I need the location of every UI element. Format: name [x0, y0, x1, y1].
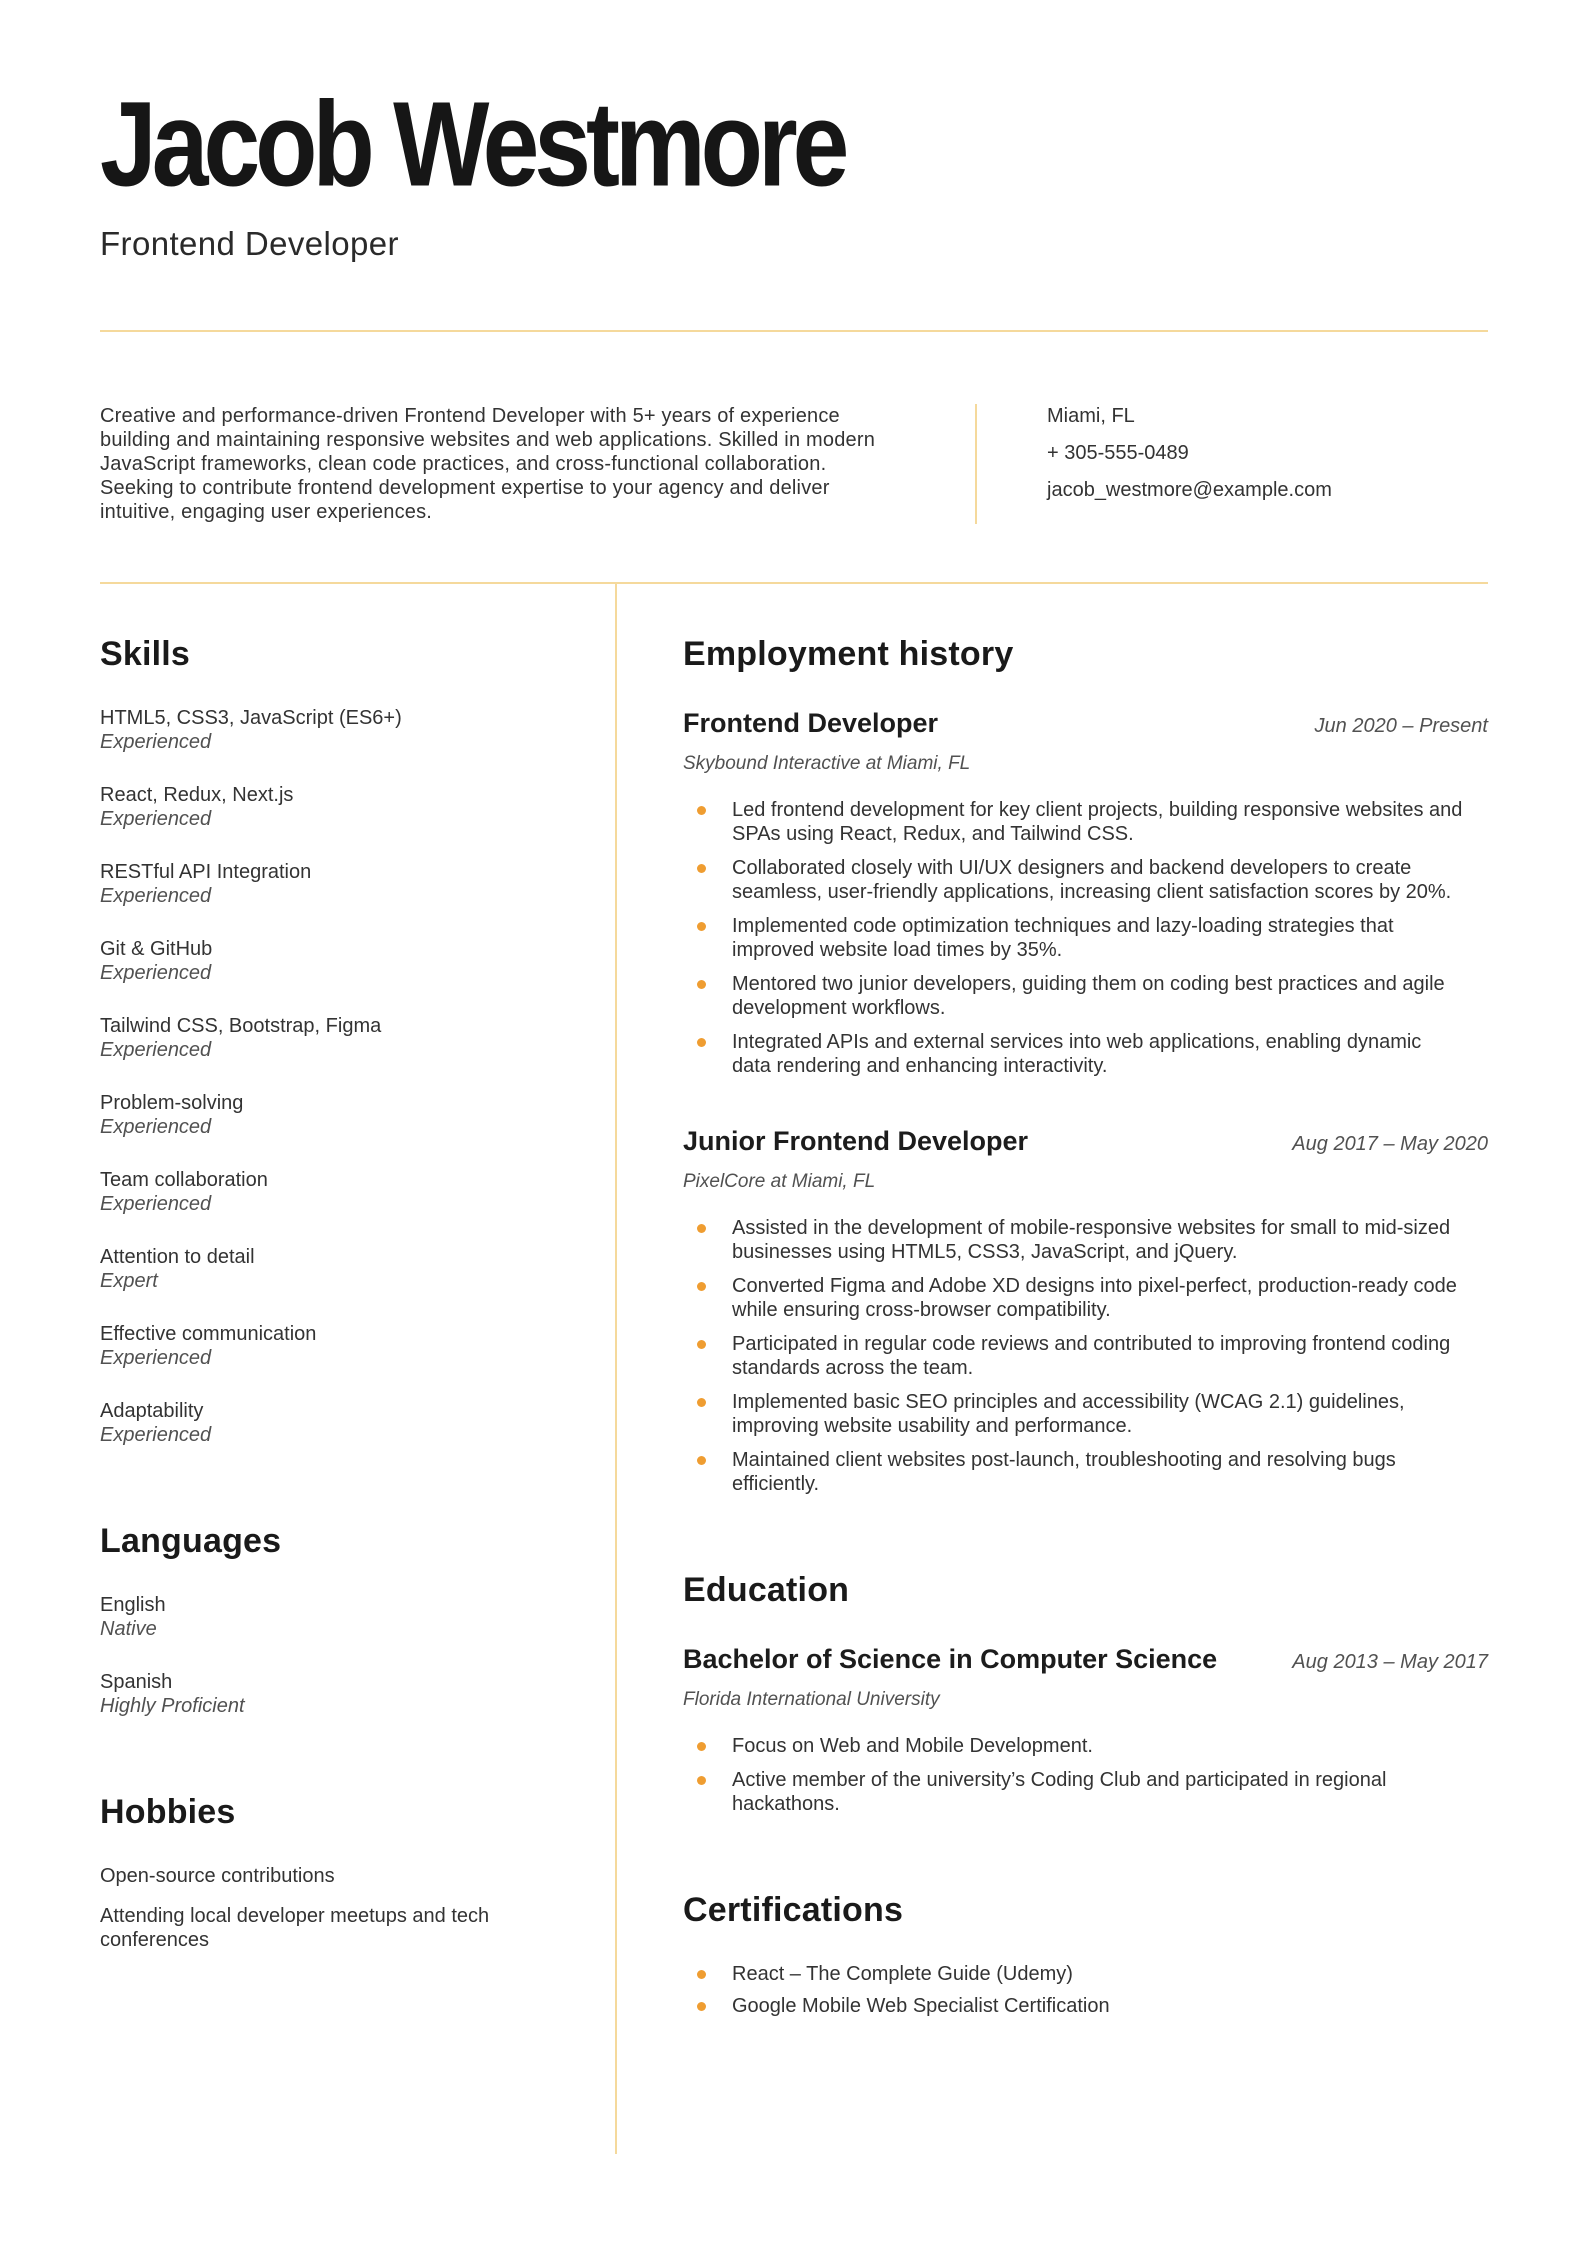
skill-level: Native: [100, 1618, 157, 1640]
job-bullets: [683, 798, 1488, 1078]
skills-section: [100, 634, 575, 1447]
hobbies-list: [100, 1864, 575, 1952]
person-name: [100, 76, 1488, 212]
skill-level: Experienced: [100, 1424, 212, 1446]
bullet-text: Implemented code optimization techniques and lazy-loading strategies that improved website load times by 35%.: [732, 915, 1394, 961]
education-header: [683, 1642, 1488, 1676]
bullet-item: [683, 1216, 1463, 1264]
skill-item: [100, 783, 575, 831]
skill-item: [100, 1091, 575, 1139]
bullet-item: [683, 972, 1463, 1020]
person-title: Frontend Developer: [100, 225, 399, 262]
summary-block: [100, 404, 975, 524]
skill-item: [100, 1322, 575, 1370]
job-entry: [683, 706, 1488, 1078]
resume-header: [100, 76, 1488, 264]
bullet-text: Google Mobile Web Specialist Certification: [732, 1995, 1110, 2017]
skill-name: Problem-solving: [100, 1092, 244, 1114]
bullet-text: Participated in regular code reviews and contributed to improving frontend coding standards across the team.: [732, 1333, 1451, 1379]
skill-level: Experienced: [100, 1039, 212, 1061]
skill-level: Experienced: [100, 1116, 212, 1138]
person-name-text: Jacob Westmore: [100, 76, 845, 212]
skill-level: Expert: [100, 1270, 158, 1292]
bullet-dot-icon: [697, 864, 706, 873]
bullet-text: Integrated APIs and external services into web applications, enabling dynamic data rendering and enhancing interactivity.: [732, 1031, 1422, 1077]
hobbies-section: [100, 1792, 575, 1952]
bullet-dot-icon: [697, 1340, 706, 1349]
hobby-item: Open-source contributions: [100, 1865, 335, 1887]
bullet-text: Implemented basic SEO principles and accessibility (WCAG 2.1) guidelines, improving website usability and performance.: [732, 1391, 1405, 1437]
skill-item: [100, 1168, 575, 1216]
languages-heading: Languages: [100, 1522, 282, 1560]
skill-level: Experienced: [100, 962, 212, 984]
contact-location: Miami, FL: [1047, 405, 1135, 427]
languages-list: [100, 1593, 575, 1718]
skill-name: Tailwind CSS, Bootstrap, Figma: [100, 1015, 382, 1037]
right-column: [617, 584, 1488, 2154]
skill-level: Experienced: [100, 885, 212, 907]
summary-text: Creative and performance-driven Frontend Developer with 5+ years of experience building and maintaining responsive websites and web applications. Skilled in modern JavaScript frameworks, clean code practices, and cross-functional collaboration. Seeking to contribute frontend development expertise to your agency and deliver intuitive, engaging user experiences.: [100, 405, 876, 523]
bullet-dot-icon: [697, 1776, 706, 1785]
job-header: [683, 1124, 1488, 1158]
bullet-item: [683, 1390, 1463, 1438]
bullet-dot-icon: [697, 1224, 706, 1233]
employment-section: [683, 634, 1488, 1496]
bullet-text: Mentored two junior developers, guiding them on coding best practices and agile development workflows.: [732, 973, 1445, 1019]
bullet-dot-icon: [697, 806, 706, 815]
job-header: [683, 706, 1488, 740]
skill-name: Effective communication: [100, 1323, 317, 1345]
left-column: [100, 584, 617, 2154]
skill-name: Spanish: [100, 1671, 173, 1693]
skill-item: [100, 706, 575, 754]
skill-name: React, Redux, Next.js: [100, 784, 294, 806]
skill-name: RESTful API Integration: [100, 861, 312, 883]
bullet-text: Focus on Web and Mobile Development.: [732, 1735, 1093, 1757]
skill-item: [100, 1014, 575, 1062]
bullet-item: [683, 914, 1463, 962]
skill-level: Experienced: [100, 1193, 212, 1215]
bullet-dot-icon: [697, 1398, 706, 1407]
contact-list: [1047, 404, 1488, 502]
skill-item: [100, 1245, 575, 1293]
certifications-list: [683, 1962, 1488, 2018]
contact-block: [975, 404, 1488, 524]
skill-item: [100, 1399, 575, 1447]
hobbies-heading: Hobbies: [100, 1793, 236, 1831]
skill-name: Adaptability: [100, 1400, 204, 1422]
bullet-item: [683, 856, 1463, 904]
languages-section: [100, 1521, 575, 1718]
bullet-text: Active member of the university’s Coding Club and participated in regional hackathons.: [732, 1769, 1387, 1815]
bullet-dot-icon: [697, 1456, 706, 1465]
hobby-item: Attending local developer meetups and tech conferences: [100, 1905, 490, 1951]
bullet-item: [683, 1768, 1463, 1816]
bullet-item: [683, 1274, 1463, 1322]
bullet-item: [683, 1030, 1463, 1078]
bullet-dot-icon: [697, 2002, 706, 2011]
bullet-text: Converted Figma and Adobe XD designs into pixel-perfect, production-ready code while ensuring cross-browser compatibility.: [732, 1275, 1457, 1321]
job-title: Junior Frontend Developer: [683, 1126, 1029, 1156]
bullet-text: Led frontend development for key client projects, building responsive websites and SPAs using React, Redux, and Tailwind CSS.: [732, 799, 1463, 845]
bullet-text: Collaborated closely with UI/UX designers and backend developers to create seamless, user-friendly applications, increasing client satisfaction scores by 20%.: [732, 857, 1452, 903]
contact-phone: + 305-555-0489: [1047, 442, 1189, 464]
employment-heading: Employment history: [683, 635, 1014, 673]
education-date: Aug 2013 – May 2017: [1292, 1651, 1488, 1673]
content-columns: [100, 584, 1488, 2154]
skill-name: Team collaboration: [100, 1169, 268, 1191]
job-title: Frontend Developer: [683, 708, 939, 738]
skill-name: English: [100, 1594, 166, 1616]
bullet-item: [683, 1962, 1463, 1986]
job-bullets: [683, 1216, 1488, 1496]
intro-band: [100, 330, 1488, 584]
job-company: PixelCore at Miami, FL: [683, 1171, 876, 1192]
certifications-section: [683, 1890, 1488, 2018]
bullet-dot-icon: [697, 922, 706, 931]
skill-item: [100, 1593, 575, 1641]
bullet-item: [683, 1332, 1463, 1380]
bullet-dot-icon: [697, 1038, 706, 1047]
bullet-item: [683, 1994, 1463, 2018]
bullet-dot-icon: [697, 1970, 706, 1979]
skills-heading: Skills: [100, 635, 191, 673]
bullet-text: React – The Complete Guide (Udemy): [732, 1963, 1073, 1985]
bullet-dot-icon: [697, 1282, 706, 1291]
job-date: Aug 2017 – May 2020: [1292, 1133, 1488, 1155]
job-date: Jun 2020 – Present: [1314, 715, 1488, 737]
bullet-dot-icon: [697, 1742, 706, 1751]
education-section: [683, 1570, 1488, 1816]
certifications-heading: Certifications: [683, 1891, 904, 1929]
bullet-dot-icon: [697, 980, 706, 989]
bullet-text: Assisted in the development of mobile-responsive websites for small to mid-sized businesses using HTML5, CSS3, JavaScript, and jQuery.: [732, 1217, 1451, 1263]
education-school: Florida International University: [683, 1689, 940, 1710]
skill-name: HTML5, CSS3, JavaScript (ES6+): [100, 707, 402, 729]
skill-level: Experienced: [100, 808, 212, 830]
skill-level: Highly Proficient: [100, 1695, 245, 1717]
job-entry: [683, 1124, 1488, 1496]
contact-email: jacob_westmore@example.com: [1047, 479, 1332, 501]
bullet-item: [683, 798, 1463, 846]
skill-name: Attention to detail: [100, 1246, 255, 1268]
education-entry: [683, 1642, 1488, 1816]
skill-level: Experienced: [100, 1347, 212, 1369]
job-company: Skybound Interactive at Miami, FL: [683, 753, 971, 774]
bullet-item: [683, 1448, 1463, 1496]
skill-item: [100, 1670, 575, 1718]
bullet-text: Maintained client websites post-launch, troubleshooting and resolving bugs efficiently.: [732, 1449, 1396, 1495]
skill-item: [100, 860, 575, 908]
skill-item: [100, 937, 575, 985]
education-bullets: [683, 1734, 1488, 1816]
education-heading: Education: [683, 1571, 850, 1609]
skill-level: Experienced: [100, 731, 212, 753]
bullet-item: [683, 1734, 1463, 1758]
degree-title: Bachelor of Science in Computer Science: [683, 1644, 1218, 1674]
skills-list: [100, 706, 575, 1447]
skill-name: Git & GitHub: [100, 938, 213, 960]
